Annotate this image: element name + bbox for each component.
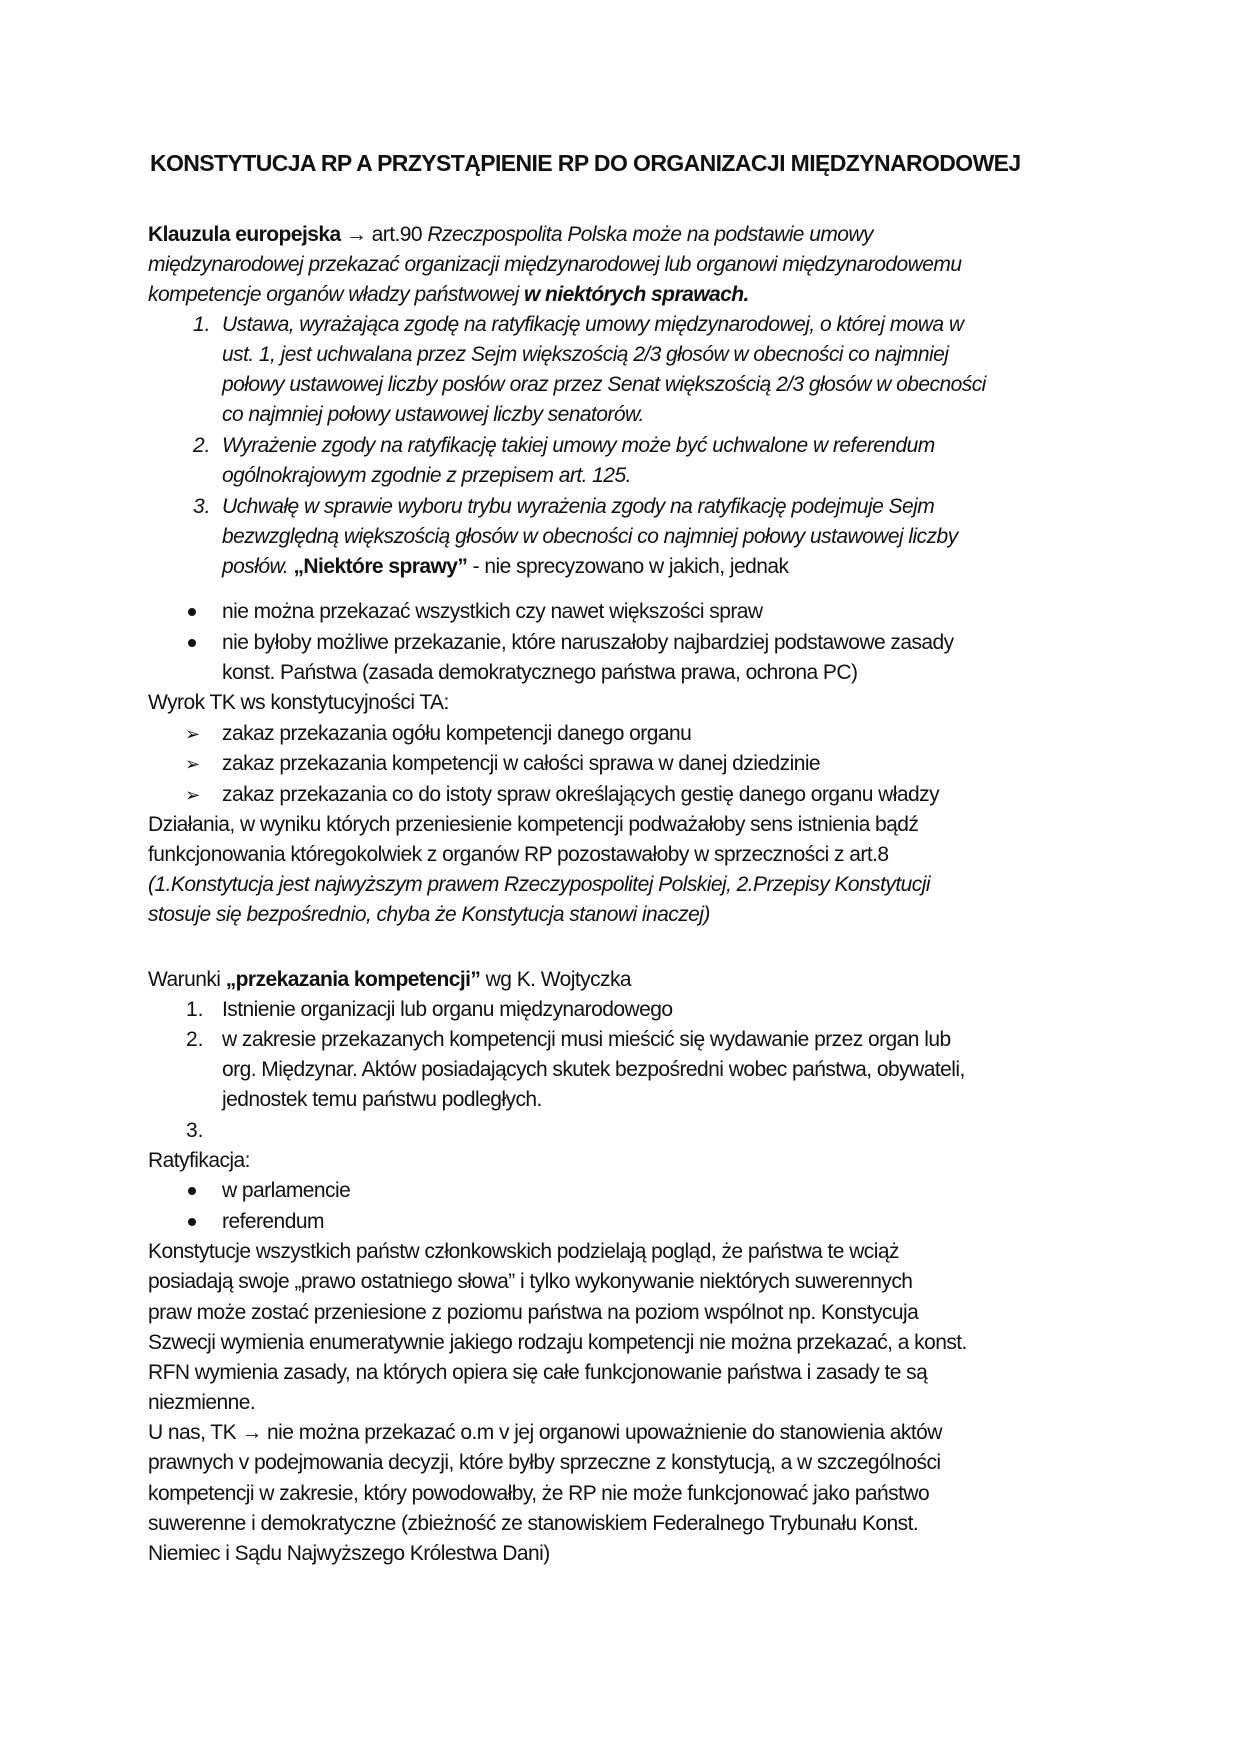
bullet-item-text: nie byłoby możliwe przekazanie, które naruszałoby najbardziej podstawowe zasady	[222, 631, 954, 654]
page-title: KONSTYTUCJA RP A PRZYSTĄPIENIE RP DO ORGANIZACJI MIĘDZYNARODOWEJ	[150, 150, 1021, 176]
warunki-heading	[148, 965, 631, 995]
wyrok-heading: Wyrok TK ws konstytucyjności TA:	[148, 691, 449, 714]
bullet-item-text: referendum	[222, 1210, 324, 1233]
arrow-item-text: zakaz przekazania kompetencji w całości sprawa w danej dziedzinie	[222, 752, 821, 775]
arrow-bullet-icon: ➢	[185, 754, 201, 774]
paragraph-line: niezmienne.	[148, 1391, 256, 1414]
list-item-text: org. Międzynar. Aktów posiadających skutek bezpośredni wobec państwa, obywateli,	[222, 1058, 965, 1081]
list-item-text: połowy ustawowej liczby posłów oraz przez Senat większością 2/3 głosów w obecności	[222, 373, 986, 396]
arrow-item-text: zakaz przekazania ogółu kompetencji danego organu	[222, 722, 692, 745]
paragraph-line: Niemiec i Sądu Najwyższego Królestwa Dani)	[148, 1542, 550, 1565]
bullet-item-text: nie można przekazać wszystkich czy nawet większości spraw	[222, 600, 763, 623]
dzialania-line: Działania, w wyniku których przeniesienie kompetencji podważałoby sens istnienia bądź	[148, 813, 919, 836]
list-item-text: w zakresie przekazanych kompetencji musi mieścić się wydawanie przez organ lub	[222, 1028, 951, 1051]
klauzula-text: Rzeczpospolita Polska może na podstawie umowy	[427, 223, 873, 246]
list-item-text: posłów.	[222, 555, 294, 578]
niektore-sprawy-emphasis: „Niektóre sprawy”	[293, 555, 468, 578]
dzialania-quote: stosuje się bezpośrednio, chyba że Konstytucja stanowi inaczej)	[148, 903, 710, 926]
list-number: 1.	[186, 998, 204, 1021]
paragraph-line: Szwecji wymienia enumeratywnie jakiego rodzaju kompetencji nie można przekazać, a konst.	[148, 1331, 967, 1354]
paragraph-line: suwerenne i demokratyczne (zbieżność ze stanowiskiem Federalnego Trybunału Konst.	[148, 1512, 919, 1535]
arrow-bullet-icon: ➢	[185, 724, 201, 744]
list-number: 2.	[193, 434, 211, 457]
paragraph-line: RFN wymienia zasady, na których opiera się całe funkcjonowanie państwa i zasady te są	[148, 1361, 928, 1384]
list-item-text: Wyrażenie zgody na ratyfikację takiej umowy może być uchwalone w referendum	[222, 434, 935, 457]
list-item-text: Ustawa, wyrażająca zgodę na ratyfikację umowy międzynarodowej, o której mowa w	[222, 313, 964, 336]
list-item-text: Istnienie organizacji lub organu międzynarodowego	[222, 998, 673, 1021]
list-item-text: Uchwałę w sprawie wyboru trybu wyrażenia zgody na ratyfikację podejmuje Sejm	[222, 495, 935, 518]
art-ref: art.90	[366, 223, 428, 246]
klauzula-line-2: międzynarodowej przekazać organizacji międzynarodowej lub organowi międzynarodowemu	[148, 253, 962, 276]
dzialania-line: funkcjonowania któregokolwiek z organów RP pozostawałoby w sprzeczności z art.8	[148, 843, 889, 866]
bullet-icon	[188, 608, 196, 616]
list-item-text: co najmniej połowy ustawowej liczby senatorów.	[222, 403, 644, 426]
paragraph-line: Konstytucje wszystkich państw członkowskich podzielają pogląd, że państwa te wciąż	[148, 1240, 899, 1263]
bullet-icon	[188, 1187, 196, 1195]
list-item-text: bezwzględną większością głosów w obecności co najmniej połowy ustawowej liczby	[222, 525, 958, 548]
list-item-text: ust. 1, jest uchwalana przez Sejm większością 2/3 głosów w obecności co najmniej	[222, 343, 949, 366]
arrow-icon: →	[345, 223, 367, 246]
paragraph-line: posiadają swoje „prawo ostatniego słowa” i tylko wykonywanie niektórych suwerennych	[148, 1270, 913, 1293]
list-number: 3.	[193, 495, 211, 518]
arrow-item-text: zakaz przekazania co do istoty spraw określających gestię danego organu władzy	[222, 783, 940, 806]
klauzula-line-1	[148, 220, 873, 250]
list-number: 2.	[186, 1028, 204, 1051]
paragraph-line: U nas, TK → nie można przekazać o.m v jej organowi upoważnienie do stanowienia aktów	[148, 1421, 942, 1444]
list-item-text: - nie sprecyzowano w jakich, jednak	[467, 555, 789, 578]
ratyfikacja-heading: Ratyfikacja:	[148, 1149, 250, 1172]
bullet-icon	[188, 639, 196, 647]
warunki-suffix: wg K. Wojtyczka	[480, 968, 632, 991]
dzialania-quote: (1.Konstytucja jest najwyższym prawem Rzeczypospolitej Polskiej, 2.Przepisy Konstytucji	[148, 873, 930, 896]
klauzula-label: Klauzula europejska	[148, 223, 341, 246]
paragraph-line: praw może zostać przeniesione z poziomu państwa na poziom wspólnot np. Konstycuja	[148, 1301, 919, 1324]
arrow-bullet-icon: ➢	[185, 785, 201, 805]
bullet-item-text: w parlamencie	[222, 1179, 351, 1202]
list-item-text: ogólnokrajowym zgodnie z przepisem art. 125.	[222, 464, 631, 487]
klauzula-line-3	[148, 280, 749, 310]
list-item-text	[222, 552, 788, 582]
paragraph-line: prawnych v podejmowania decyzji, które byłby sprzeczne z konstytucją, a w szczególności	[148, 1451, 941, 1474]
warunki-emphasis: „przekazania kompetencji”	[225, 968, 481, 991]
bullet-item-text: konst. Państwa (zasada demokratycznego państwa prawa, ochrona PC)	[222, 661, 858, 684]
warunki-prefix: Warunki	[148, 968, 226, 991]
klauzula-text: kompetencje organów władzy państwowej	[148, 283, 524, 306]
list-number: 3.	[186, 1119, 204, 1142]
klauzula-emphasis: w niektórych sprawach.	[523, 283, 749, 306]
list-item-text: jednostek temu państwu podległych.	[222, 1088, 542, 1111]
paragraph-line: kompetencji w zakresie, który powodowałby, że RP nie może funkcjonować jako państwo	[148, 1482, 930, 1505]
list-number: 1.	[193, 313, 211, 336]
bullet-icon	[188, 1218, 196, 1226]
